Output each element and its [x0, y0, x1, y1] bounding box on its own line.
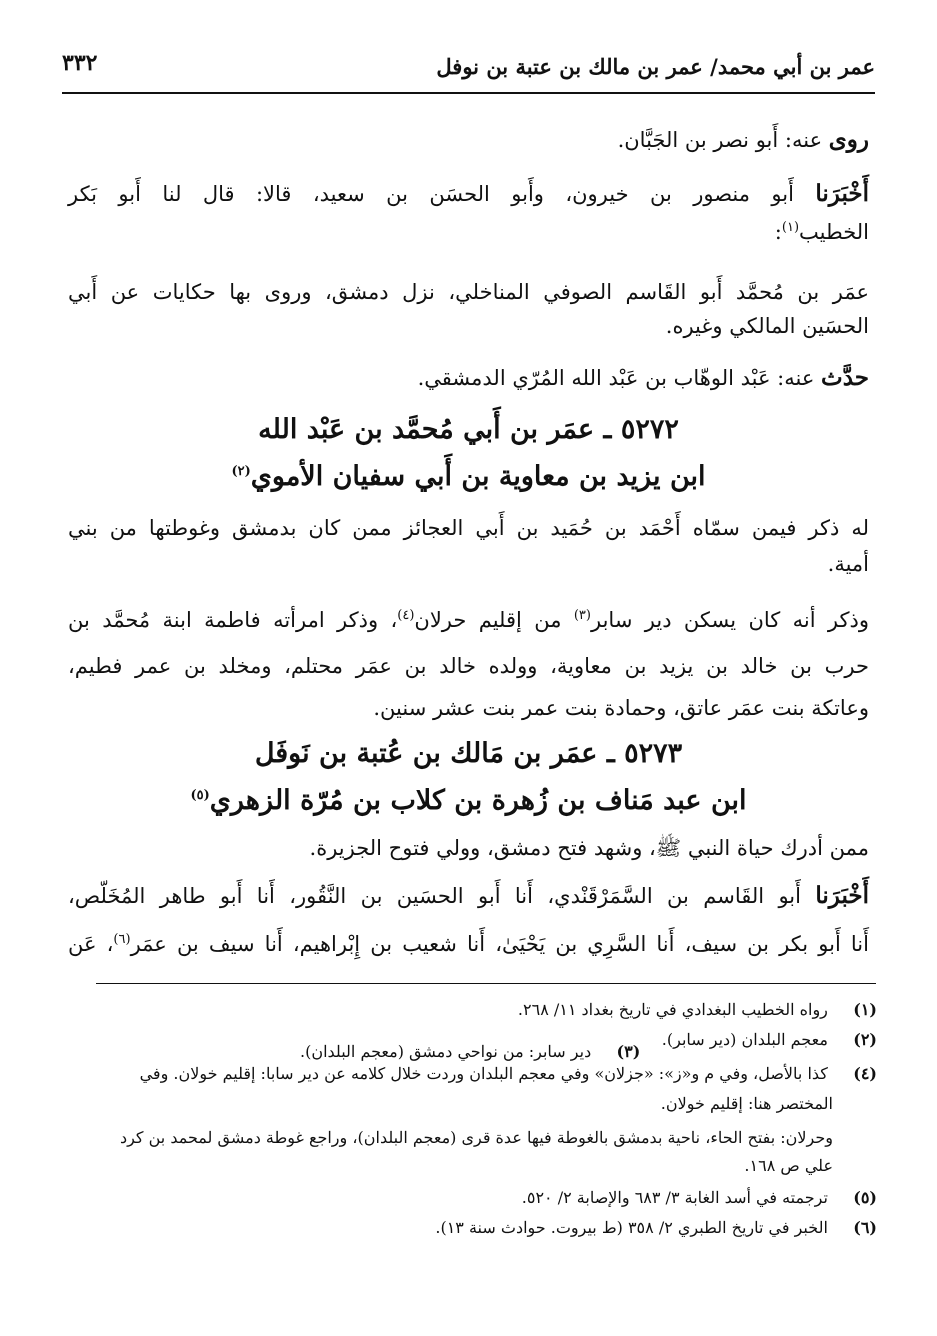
paragraph-line [68, 924, 869, 960]
entry-title: ٥٢٧٣ ـ عمَر بن مَالك بن عُتبة بن نَوفَل [254, 738, 683, 769]
footnote-ref[interactable]: (٥) [190, 788, 210, 803]
line-text: : [774, 220, 782, 244]
title-text: ابن عبد مَناف بن زُهرة بن كلاب بن مُرّة الزهري [209, 785, 747, 816]
paragraph-line [68, 880, 869, 912]
footnote-continued: المختصر هنا: إقليم خولان. [660, 1094, 833, 1113]
entry-title-continued [68, 776, 869, 821]
line-text: ، وذكر امرأته فاطمة ابنة مُحمَّد بن [68, 608, 398, 632]
footnote-text: دير سابر: من نواحي دمشق (معجم البلدان). [300, 1042, 592, 1061]
footnote [90, 1060, 877, 1088]
title-text: ابن يزيد بن معاوية بن أَبي سفيان الأموي [250, 461, 706, 492]
line-text: ، عَن [68, 932, 114, 956]
footnote-text: ترجمته في أسد الغابة ٣/ ٦٨٣ والإصابة ٢/ ٥٢٠. [521, 1188, 828, 1207]
footnote-text: الخبر في تاريخ الطبري ٢/ ٣٥٨ (ط بيروت. حوادث سنة ١٣). [435, 1218, 828, 1237]
footnote-number: (٥) [853, 1188, 877, 1207]
paragraph-line: وعاتكة بنت عمَر عاتق، وحمادة بنت عمر بنت عشر سنين. [373, 696, 869, 720]
footnote-number: (١) [853, 1000, 877, 1019]
page-header [62, 50, 875, 96]
footnote-ref[interactable]: (٤) [397, 608, 415, 623]
footnote-ref[interactable]: (١) [781, 220, 800, 235]
page-number: ٣٣٢ [62, 50, 98, 76]
running-title: عمر بن أبي محمد/ عمر بن مالك بن عتبة بن نوفل [436, 54, 875, 79]
paragraph-line: عمَر بن مُحمَّد أَبو القَاسم الصوفي المناخلي، نزل دمشق، وروى بها حكايات عن أَبي [68, 280, 869, 304]
line-text: وذكر أنه كان يسكن دير سابر [590, 608, 869, 632]
footnote-continued: وحرلان: بفتح الحاء، ناحية بدمشق بالغوطة فيها عدة قرى (معجم البلدان)، وراجع غوطة دمشق لمحمد بن كرد [119, 1128, 833, 1147]
footnote-ref[interactable]: (٢) [231, 464, 251, 479]
footnote [90, 1184, 877, 1212]
paragraph-line [68, 178, 869, 210]
paragraph-line [68, 362, 869, 394]
paragraph-line: له ذكر فيمن سمّاه أَحْمَد بن حُمَيد بن أَبي العجائز ممن كان بدمشق وغوطتها من بني [68, 516, 869, 540]
footnote-number: (٣) [616, 1042, 641, 1061]
footnote-text: معجم البلدان (دير سابر). [661, 1030, 828, 1049]
line-text: أَنا أَبو بكر بن سيف، أَنا السَّرِي بن يَحْيَىٰ، أَنا شعيب بن إِبْراهيم، أَنا سيف بن عمَر [130, 932, 869, 956]
footnote-ref[interactable]: (٣) [573, 608, 591, 623]
paragraph-line: الحسَين المالكي وغيره. [665, 314, 869, 338]
footnote-text: كذا بالأصل، وفي م و«ز»: «جزلان» وفي معجم البلدان وردت خلال كلامه عن دير سابا: إقليم خولان. وفي [139, 1064, 828, 1083]
entry-title: ٥٢٧٢ ـ عمَر بن أَبي مُحمَّد بن عَبْد الله [258, 414, 679, 445]
lead-word: حدَّث [821, 364, 869, 391]
footnote-continued: علي ص ١٦٨. [744, 1156, 833, 1175]
line-text: من إقليم حرلان [414, 608, 574, 632]
line-text: الخطيب [799, 220, 869, 244]
footnote-separator [96, 983, 876, 984]
paragraph-line [68, 124, 869, 156]
paragraph-line: حرب بن خالد بن يزيد بن معاوية، وولده خالد بن عمَر محتلم، ومخلد بن عمر فطيم، [68, 654, 869, 678]
footnote-number: (٢) [853, 1030, 877, 1049]
line-text: أَبو منصور بن خيرون، وأَبو الحسَن بن سعيد، قالا: قال لنا أَبو بَكر [68, 182, 816, 206]
line-text: عنه: عَبْد الوهّاب بن عَبْد الله المُرّي الدمشقي. [417, 366, 822, 390]
paragraph-line: أمية. [827, 552, 869, 576]
footnote [90, 996, 877, 1024]
paragraph-line [68, 212, 869, 248]
lead-word: أَخْبَرَنا [815, 180, 869, 207]
footnote-text: رواه الخطيب البغدادي في تاريخ بغداد ١١/ ٢٦٨. [517, 1000, 828, 1019]
line-text: عنه: أَبو نصر بن الجَبَّان. [617, 128, 829, 152]
line-text: أَبو القَاسم بن السَّمَرْقَنْدي، أَنا أَبو الحسَين بن النَّقُور، أَنا أَبو طاهر المُخَلّص، [68, 884, 816, 908]
footnote-number: (٦) [853, 1218, 877, 1237]
header-rule [62, 92, 875, 94]
footnote-number: (٤) [853, 1064, 877, 1083]
entry-title-continued [68, 452, 869, 497]
footnote-ref[interactable]: (٦) [113, 932, 131, 947]
footnote [90, 1214, 877, 1242]
lead-word: روى [828, 126, 869, 153]
paragraph-line [68, 600, 869, 636]
lead-word: أَخْبَرَنا [815, 882, 869, 909]
paragraph-line: ممن أدرك حياة النبي ﷺ، وشهد فتح دمشق، وولي فتوح الجزيرة. [309, 836, 869, 860]
